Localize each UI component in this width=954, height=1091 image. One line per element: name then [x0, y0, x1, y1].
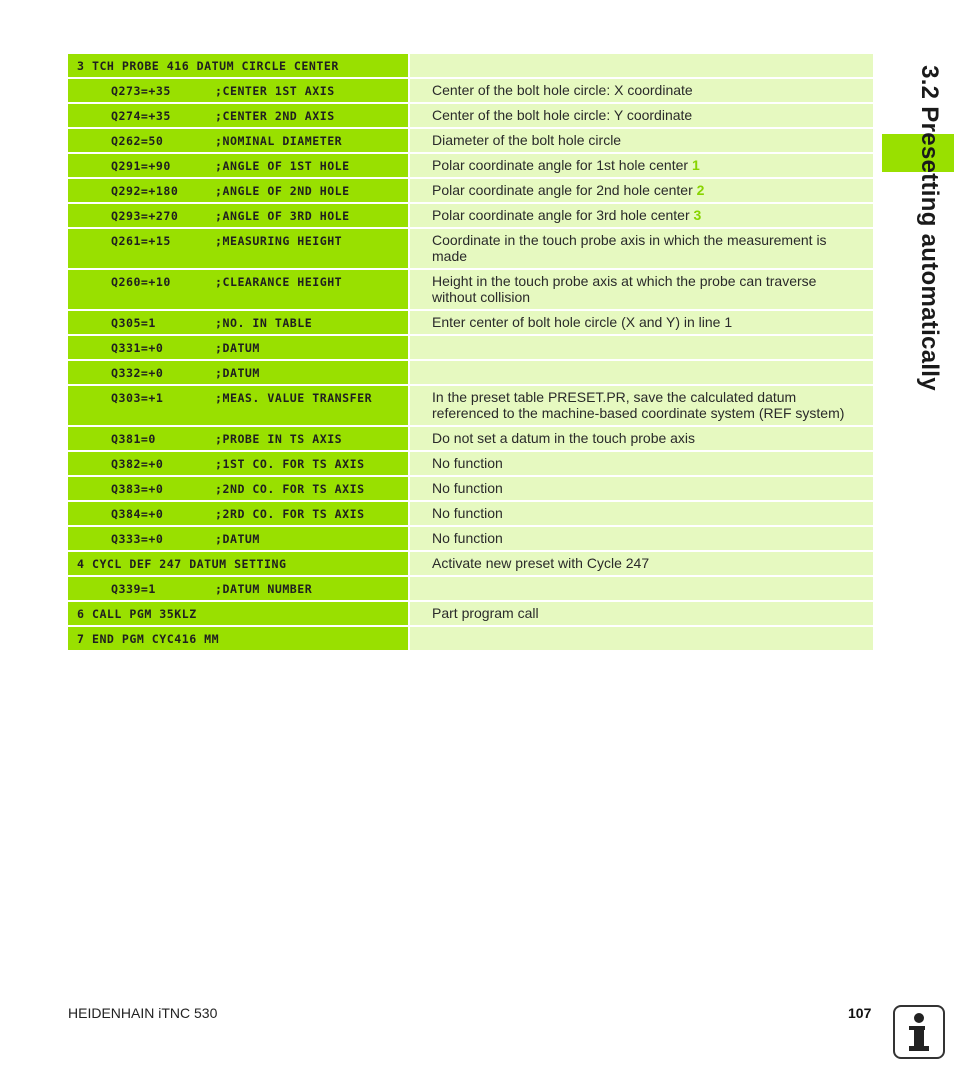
q-parameter: Q274=+35: [111, 109, 171, 123]
code-content: [68, 502, 408, 524]
code-cell: [68, 179, 410, 204]
description-cell: [410, 427, 873, 452]
program-row: [68, 54, 873, 79]
description-cell: [410, 204, 873, 229]
code-content: [68, 336, 408, 358]
program-row: [68, 452, 873, 477]
program-row: [68, 361, 873, 386]
q-parameter-comment: ;CENTER 2ND AXIS: [215, 109, 335, 123]
q-parameter: Q262=50: [111, 134, 164, 148]
description-text: No function: [432, 480, 503, 496]
code-content: [68, 361, 408, 383]
q-parameter-comment: ;2ND CO. FOR TS AXIS: [215, 482, 365, 496]
description-cell: [410, 502, 873, 527]
description-content: [410, 104, 873, 127]
description-content: [410, 79, 873, 102]
figure-reference-number: 2: [696, 182, 705, 198]
info-icon: [893, 1005, 945, 1059]
q-parameter: Q339=1: [111, 582, 156, 596]
figure-reference-number: 1: [691, 157, 700, 173]
description-cell: [410, 602, 873, 627]
description-text: In the preset table PRESET.PR, save the calculated datum referenced to the machine-based coordinate system (REF system): [432, 389, 845, 421]
q-parameter-comment: ;ANGLE OF 3RD HOLE: [215, 209, 350, 223]
nc-block-text: 7 END PGM CYC416 MM: [77, 632, 220, 646]
description-content: [410, 336, 873, 359]
description-cell: [410, 311, 873, 336]
chapter-title: [912, 58, 946, 398]
program-row: [68, 502, 873, 527]
code-content: [68, 270, 408, 308]
q-parameter-comment: ;DATUM: [215, 341, 260, 355]
description-text: Activate new preset with Cycle 247: [432, 555, 650, 571]
q-parameter: Q384=+0: [111, 507, 164, 521]
program-row: [68, 179, 873, 204]
code-cell: [68, 502, 410, 527]
program-row: [68, 204, 873, 229]
code-content: [68, 54, 408, 76]
code-cell: [68, 602, 410, 627]
nc-block-text: 4 CYCL DEF 247 DATUM SETTING: [77, 557, 287, 571]
q-parameter: Q303=+1: [111, 391, 164, 405]
description-cell: [410, 386, 873, 427]
description-content: [410, 229, 873, 268]
description-text: Polar coordinate angle for 2nd hole center: [432, 182, 697, 198]
code-content: [68, 427, 408, 449]
q-parameter-comment: ;DATUM NUMBER: [215, 582, 313, 596]
program-row: [68, 270, 873, 311]
q-parameter: Q332=+0: [111, 366, 164, 380]
code-content: [68, 527, 408, 549]
code-content: [68, 229, 408, 267]
program-row: [68, 602, 873, 627]
q-parameter: Q291=+90: [111, 159, 171, 173]
q-parameter: Q305=1: [111, 316, 156, 330]
nc-program-table: [68, 54, 873, 652]
description-text: Height in the touch probe axis at which the probe can traverse without collision: [432, 273, 817, 305]
description-content: [410, 427, 873, 450]
description-cell: [410, 179, 873, 204]
description-text: Center of the bolt hole circle: Y coordinate: [432, 107, 693, 123]
q-parameter-comment: ;ANGLE OF 2ND HOLE: [215, 184, 350, 198]
code-cell: [68, 129, 410, 154]
code-cell: [68, 154, 410, 179]
description-text: No function: [432, 455, 503, 471]
code-cell: [68, 452, 410, 477]
q-parameter-comment: ;2RD CO. FOR TS AXIS: [215, 507, 365, 521]
q-parameter: Q261=+15: [111, 234, 171, 248]
program-row: [68, 79, 873, 104]
code-cell: [68, 527, 410, 552]
description-content: [410, 270, 873, 309]
q-parameter-comment: ;NOMINAL DIAMETER: [215, 134, 343, 148]
code-cell: [68, 229, 410, 270]
q-parameter: Q292=+180: [111, 184, 179, 198]
code-content: [68, 129, 408, 151]
code-cell: [68, 54, 410, 79]
description-content: [410, 204, 873, 227]
code-content: [68, 154, 408, 176]
code-content: [68, 104, 408, 126]
code-cell: [68, 204, 410, 229]
q-parameter-comment: ;DATUM: [215, 532, 260, 546]
description-cell: [410, 627, 873, 652]
description-text: Enter center of bolt hole circle (X and Y) in line 1: [432, 314, 733, 330]
description-cell: [410, 336, 873, 361]
program-row: [68, 336, 873, 361]
figure-reference-number: 3: [693, 207, 702, 223]
description-cell: [410, 270, 873, 311]
q-parameter-comment: ;CLEARANCE HEIGHT: [215, 275, 343, 289]
program-row: [68, 427, 873, 452]
q-parameter: Q273=+35: [111, 84, 171, 98]
description-content: [410, 527, 873, 550]
description-text: Part program call: [432, 605, 539, 621]
code-cell: [68, 577, 410, 602]
code-content: [68, 179, 408, 201]
code-content: [68, 386, 408, 424]
code-cell: [68, 104, 410, 129]
q-parameter-comment: ;MEASURING HEIGHT: [215, 234, 343, 248]
code-cell: [68, 311, 410, 336]
footer-brand: HEIDENHAIN iTNC 530: [68, 1005, 218, 1021]
page-number: 107: [848, 1005, 872, 1021]
description-cell: [410, 129, 873, 154]
description-text: Coordinate in the touch probe axis in which the measurement is made: [432, 232, 827, 264]
description-content: [410, 386, 873, 425]
code-content: [68, 452, 408, 474]
q-parameter: Q260=+10: [111, 275, 171, 289]
description-content: [410, 477, 873, 500]
program-row: [68, 477, 873, 502]
code-content: [68, 577, 408, 599]
description-text: No function: [432, 505, 503, 521]
code-cell: [68, 270, 410, 311]
description-cell: [410, 552, 873, 577]
description-cell: [410, 54, 873, 79]
description-cell: [410, 229, 873, 270]
code-cell: [68, 386, 410, 427]
q-parameter: Q331=+0: [111, 341, 164, 355]
program-row: [68, 311, 873, 336]
nc-program-body: [68, 54, 873, 652]
description-content: [410, 452, 873, 475]
program-row: [68, 527, 873, 552]
description-cell: [410, 527, 873, 552]
description-cell: [410, 452, 873, 477]
nc-block-text: 6 CALL PGM 35KLZ: [77, 607, 197, 621]
q-parameter: Q382=+0: [111, 457, 164, 471]
program-row: [68, 229, 873, 270]
description-content: [410, 154, 873, 177]
description-content: [410, 602, 873, 625]
q-parameter-comment: ;CENTER 1ST AXIS: [215, 84, 335, 98]
description-cell: [410, 477, 873, 502]
code-cell: [68, 336, 410, 361]
description-content: [410, 502, 873, 525]
code-cell: [68, 477, 410, 502]
code-content: [68, 204, 408, 226]
code-content: [68, 627, 408, 649]
description-text: Polar coordinate angle for 3rd hole center: [432, 207, 694, 223]
description-cell: [410, 361, 873, 386]
description-text: No function: [432, 530, 503, 546]
code-cell: [68, 627, 410, 652]
code-content: [68, 477, 408, 499]
code-content: [68, 79, 408, 101]
program-row: [68, 154, 873, 179]
description-content: [410, 311, 873, 334]
description-cell: [410, 79, 873, 104]
q-parameter: Q383=+0: [111, 482, 164, 496]
description-content: [410, 54, 873, 77]
code-cell: [68, 79, 410, 104]
code-content: [68, 602, 408, 624]
q-parameter: Q293=+270: [111, 209, 179, 223]
q-parameter-comment: ;NO. IN TABLE: [215, 316, 313, 330]
code-cell: [68, 427, 410, 452]
description-cell: [410, 104, 873, 129]
description-content: [410, 179, 873, 202]
q-parameter-comment: ;DATUM: [215, 366, 260, 380]
q-parameter-comment: ;ANGLE OF 1ST HOLE: [215, 159, 350, 173]
description-content: [410, 129, 873, 152]
nc-block-text: 3 TCH PROBE 416 DATUM CIRCLE CENTER: [77, 59, 339, 73]
q-parameter: Q381=0: [111, 432, 156, 446]
description-text: Diameter of the bolt hole circle: [432, 132, 622, 148]
description-text: Do not set a datum in the touch probe axis: [432, 430, 696, 446]
program-row: [68, 104, 873, 129]
code-cell: [68, 361, 410, 386]
q-parameter-comment: ;PROBE IN TS AXIS: [215, 432, 343, 446]
description-content: [410, 361, 873, 384]
program-row: [68, 386, 873, 427]
code-content: [68, 552, 408, 574]
program-row: [68, 577, 873, 602]
code-cell: [68, 552, 410, 577]
description-text: Center of the bolt hole circle: X coordinate: [432, 82, 693, 98]
program-row: [68, 552, 873, 577]
q-parameter: Q333=+0: [111, 532, 164, 546]
program-row: [68, 129, 873, 154]
description-cell: [410, 577, 873, 602]
description-content: [410, 577, 873, 600]
q-parameter-comment: ;MEAS. VALUE TRANSFER: [215, 391, 373, 405]
program-row: [68, 627, 873, 652]
chapter-title-text: 3.2 Presetting automatically: [916, 65, 944, 391]
description-text: Polar coordinate angle for 1st hole center: [432, 157, 692, 173]
description-content: [410, 552, 873, 575]
q-parameter-comment: ;1ST CO. FOR TS AXIS: [215, 457, 365, 471]
description-cell: [410, 154, 873, 179]
description-content: [410, 627, 873, 650]
code-content: [68, 311, 408, 333]
